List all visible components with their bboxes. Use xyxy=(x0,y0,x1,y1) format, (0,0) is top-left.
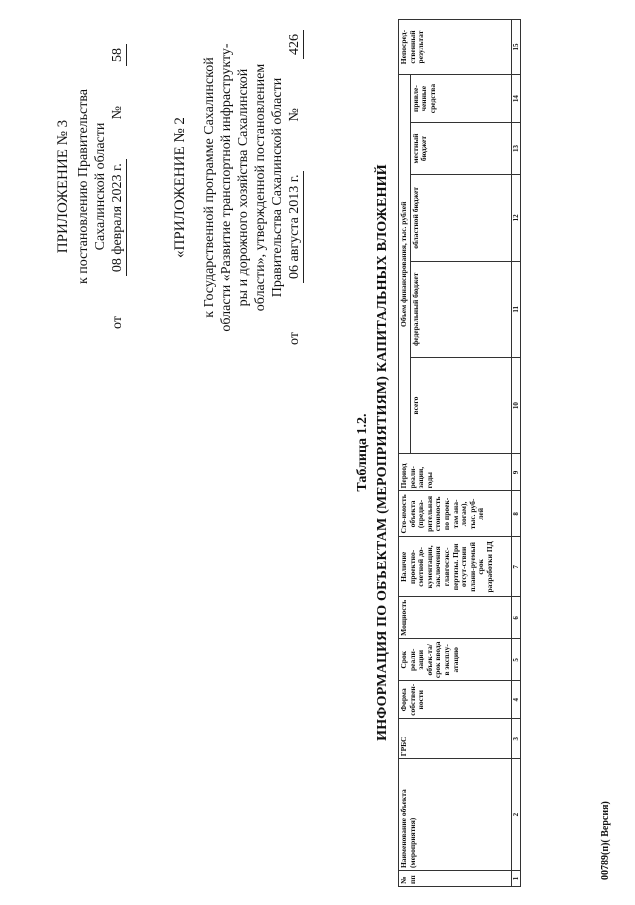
column-number: 11 xyxy=(511,261,521,357)
header-cost: Сто-имость объекта (предва-рительная стоимость по проек-там ана-логам), тыс. руб-лей xyxy=(399,491,512,537)
previous-appendix-line: области», утвержденной постановлением xyxy=(253,63,268,312)
column-number: 7 xyxy=(511,537,521,597)
column-number: 13 xyxy=(511,123,521,175)
header-grbs: ГРБС xyxy=(399,719,512,759)
table-title: ИНФОРМАЦИЯ ПО ОБЪЕКТАМ (МЕРОПРИЯТИЯМ) КАПИТАЛЬНЫХ ВЛОЖЕНИЙ xyxy=(375,164,390,741)
previous-appendix-date: 06 августа 2013 г. xyxy=(286,171,304,283)
appendix-block xyxy=(55,44,127,329)
header-attracted: привле-ченные средства xyxy=(410,75,511,123)
table-number: Таблица 1.2. xyxy=(355,413,370,492)
column-number: 14 xyxy=(511,75,521,123)
header-period: Период реали-зации, годы xyxy=(399,454,512,491)
appendix-line: к постановлению Правительства xyxy=(76,88,91,285)
from-prefix: от xyxy=(110,316,125,329)
previous-appendix-line: области «Развитие транспортной инфраструкту- xyxy=(219,43,234,332)
column-number: 5 xyxy=(511,639,521,681)
previous-appendix-block xyxy=(172,30,304,345)
column-number: 3 xyxy=(511,719,521,759)
header-number: № пп xyxy=(399,871,512,887)
from-prefix: от xyxy=(287,332,302,345)
header-documentation: Наличие проектно-сметной до-кументации, заключения главгосэкс-пертизы. При отсут-ствии плани-руемый срок разработки ПД xyxy=(399,537,512,597)
previous-appendix-date-line xyxy=(286,30,304,345)
previous-appendix-line: ры и дорожного хозяйства Сахалинской xyxy=(236,68,251,307)
appendix-title: ПРИЛОЖЕНИЕ № 3 xyxy=(55,119,71,254)
column-number: 10 xyxy=(511,357,521,454)
header-local: местный бюджет xyxy=(410,123,511,175)
header-funding: Объем финансирования, тыс. рублей xyxy=(399,75,411,454)
header-row xyxy=(399,20,411,887)
previous-appendix-number: 426 xyxy=(286,30,304,59)
appendix-line: Сахалинской области xyxy=(93,122,108,251)
column-number-row xyxy=(511,20,521,887)
header-object-name: Наименование объекта (мероприятия) xyxy=(399,759,512,871)
previous-appendix-line: к Государственной программе Сахалинской xyxy=(202,57,217,318)
appendix-date: 08 февраля 2023 г. xyxy=(109,159,127,276)
number-prefix: № xyxy=(110,105,125,120)
column-number: 4 xyxy=(511,681,521,719)
header-regional: областной бюджет xyxy=(410,174,511,261)
document-footer: 00789(п)( Версия) xyxy=(600,801,611,880)
header-federal: федеральный бюджет xyxy=(410,261,511,357)
column-number: 6 xyxy=(511,597,521,639)
header-ownership: Форма собствен-ности xyxy=(399,681,512,719)
previous-appendix-line: Правительства Сахалинской области xyxy=(270,77,285,298)
column-number: 2 xyxy=(511,759,521,871)
appendix-date-line xyxy=(109,44,127,329)
capital-investments-table xyxy=(398,19,521,887)
number-prefix: № xyxy=(287,108,302,122)
column-number: 15 xyxy=(511,20,521,75)
column-number: 9 xyxy=(511,454,521,491)
header-capacity: Мощность xyxy=(399,597,512,639)
header-term: Срок реали-зации объек-та/срок ввода в эксплу-атацию xyxy=(399,639,512,681)
column-number: 8 xyxy=(511,491,521,537)
header-total: всего xyxy=(410,357,511,454)
column-number: 12 xyxy=(511,174,521,261)
column-number: 1 xyxy=(511,871,521,887)
header-result: Непосред-ственный результат xyxy=(399,20,512,75)
previous-appendix-title: «ПРИЛОЖЕНИЕ № 2 xyxy=(172,117,188,258)
appendix-number: 58 xyxy=(109,44,127,66)
